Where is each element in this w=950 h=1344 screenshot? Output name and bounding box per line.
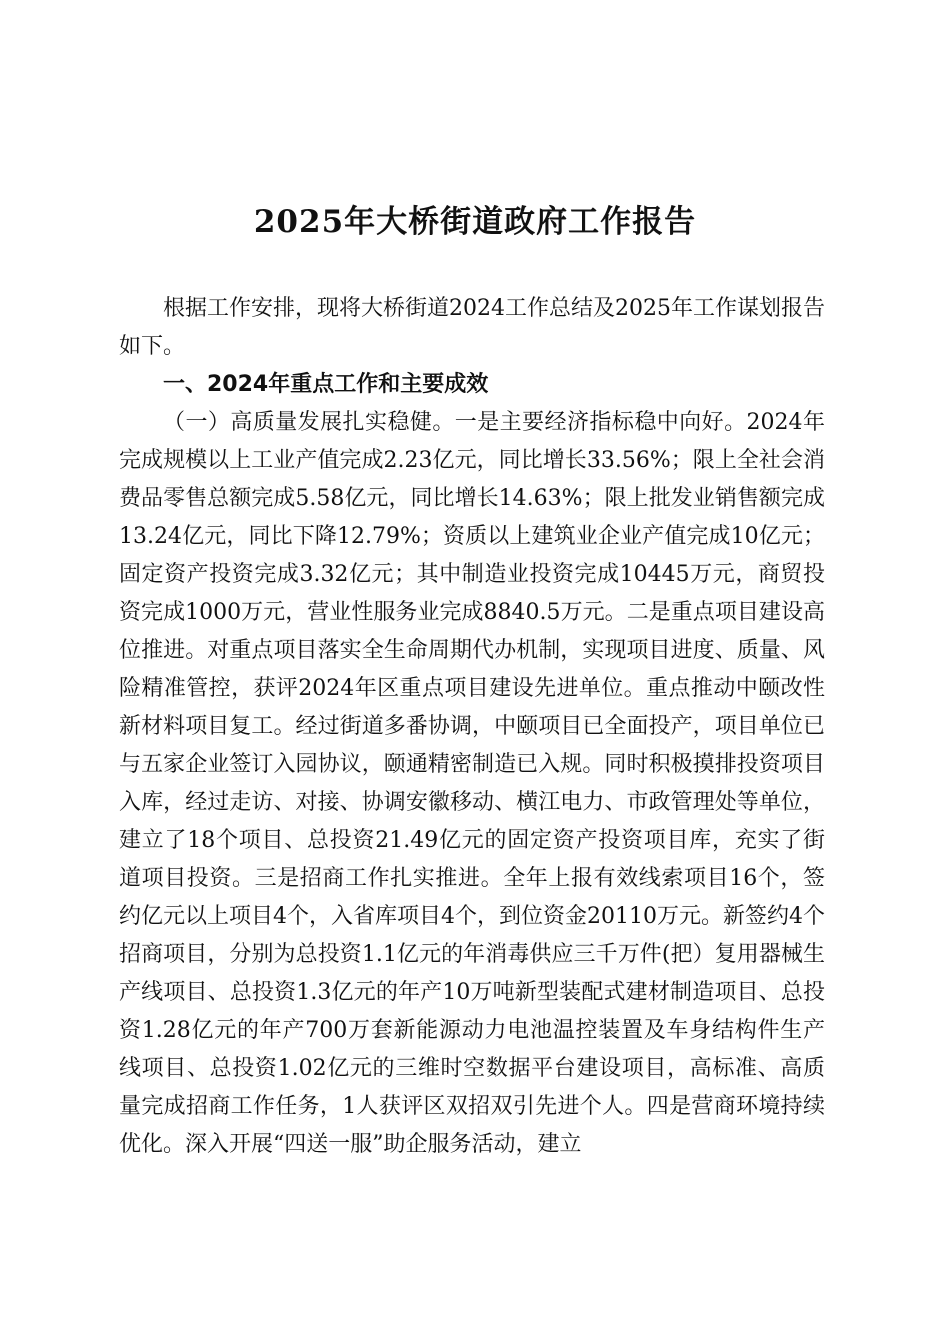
document-body [119,290,825,1164]
document-title: 2025年大桥街道政府工作报告 [253,204,697,240]
intro-paragraph: 根据工作安排，现将大桥街道2024工作总结及2025年工作谋划报告如下。 [119,296,825,359]
section-heading: 一、2024年重点工作和主要成效 [163,372,489,397]
body-paragraph: （一）高质量发展扎实稳健。一是主要经济指标稳中向好。2024年完成规模以上工业产值完成2.23亿元，同比增长33.56%；限上全社会消费品零售总额完成5.58亿元，同比增长14.63%；限上批发业销售额完成13.24亿元，同比下降12.79%；资质以上建筑业企业产值完成10亿元；固定资产投资完成3.32亿元；其中制造业投资完成10445万元，商贸投资完成1000万元，营业性服务业完成8840.5万元。二是重点项目建设高位推进。对重点项目落实全生命周期代办机制，实现项目进度、质量、风险精准管控，获评2024年区重点项目建设先进单位。重点推动中颐改性新材料项目复工。经过街道多番协调，中颐项目已全面投产，项目单位已与五家企业签订入园协议，颐通精密制造已入规。同时积极摸排投资项目入库，经过走访、对接、协调安徽移动、横江电力、市政管理处等单位，建立了18个项目、总投资21.49亿元的固定资产投资项目库，充实了街道项目投资。三是招商工作扎实推进。全年上报有效线索项目16个，签约亿元以上项目4个，入省库项目4个，到位资金20110万元。新签约4个招商项目，分别为总投资1.1亿元的年消毒供应三千万件(把）复用器械生产线项目、总投资1.3亿元的年产10万吨新型装配式建材制造项目、总投资1.28亿元的年产700万套新能源动力电池温控装置及车身结构件生产线项目、总投资1.02亿元的三维时空数据平台建设项目，高标准、高质量完成招商工作任务，1人获评区双招双引先进个人。四是营商环境持续优化。深入开展“四送一服”助企服务活动，建立 [119,410,826,1157]
